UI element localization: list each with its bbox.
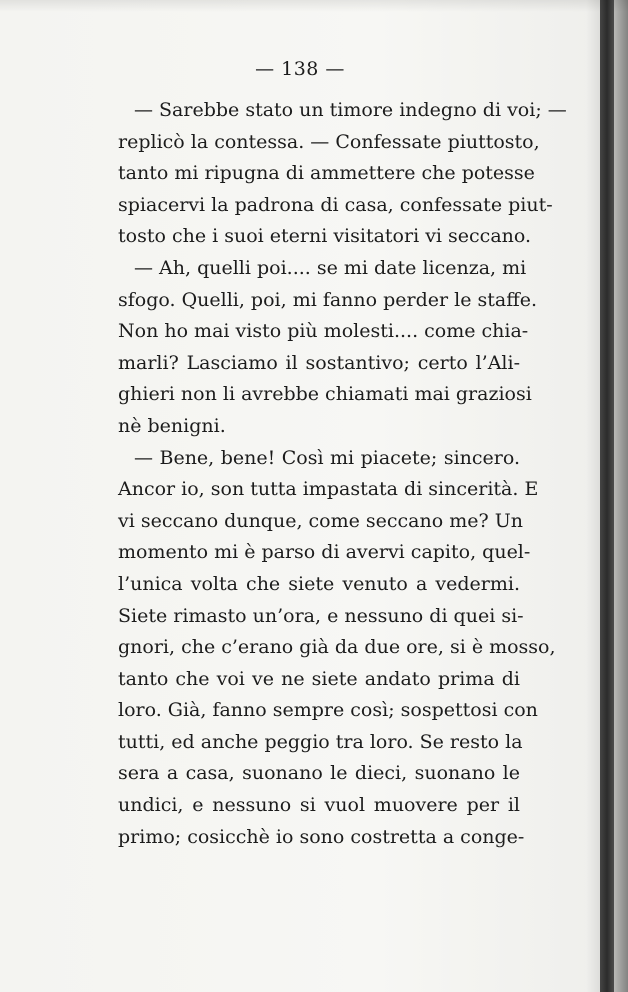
text-line: undici, e nessuno si vuol muovere per il <box>118 794 520 817</box>
text-line: gnori, che c’erano già da due ore, si è mosso, <box>118 636 556 659</box>
text-line: — Bene, bene! Così mi piacete; sincero. <box>134 446 520 469</box>
page-top-edge <box>0 0 628 12</box>
page-number: — 138 — <box>255 58 345 80</box>
text-line: tutti, ed anche peggio tra loro. Se resto la <box>118 730 523 753</box>
text-line: sfogo. Quelli, poi, mi fanno perder le staffe. <box>118 288 538 311</box>
text-line: vi seccano dunque, come seccano me? Un <box>118 509 523 532</box>
body-text <box>118 95 567 853</box>
text-line: Ancor io, son tutta impastata di sincerità. E <box>118 478 539 501</box>
text-line: ghieri non li avrebbe chiamati mai graziosi <box>118 383 532 406</box>
text-line: tanto mi ripugna di ammettere che potesse <box>118 162 535 185</box>
text-line: replicò la contessa. — Confessate piuttosto, <box>118 130 540 153</box>
text-line: tanto che voi ve ne siete andato prima di <box>118 667 520 690</box>
text-line: l’unica volta che siete venuto a vedermi. <box>118 572 520 595</box>
text-line: nè benigni. <box>118 414 226 437</box>
text-line: spiacervi la padrona di casa, confessate piut- <box>118 193 553 216</box>
text-line: tosto che i suoi eterni visitatori vi seccano. <box>118 225 532 248</box>
text-line: marli? Lasciamo il sostantivo; certo l’Ali- <box>118 351 520 374</box>
spine-binding <box>600 0 614 992</box>
text-line: loro. Già, fanno sempre così; sospettosi con <box>118 699 538 722</box>
text-line: Non ho mai visto più molesti.... come chia- <box>118 320 529 343</box>
text-line: — Sarebbe stato un timore indegno di voi; — <box>134 99 567 121</box>
text-line: — Ah, quelli poi.... se mi date licenza, mi <box>134 256 527 279</box>
text-line: sera a casa, suonano le dieci, suonano le <box>118 762 520 785</box>
text-line: primo; cosicchè io sono costretta a conge- <box>118 825 525 848</box>
text-line: momento mi è parso di avervi capito, quel- <box>118 541 531 564</box>
text-line: Siete rimasto un’ora, e nessuno di quei si- <box>118 604 524 627</box>
